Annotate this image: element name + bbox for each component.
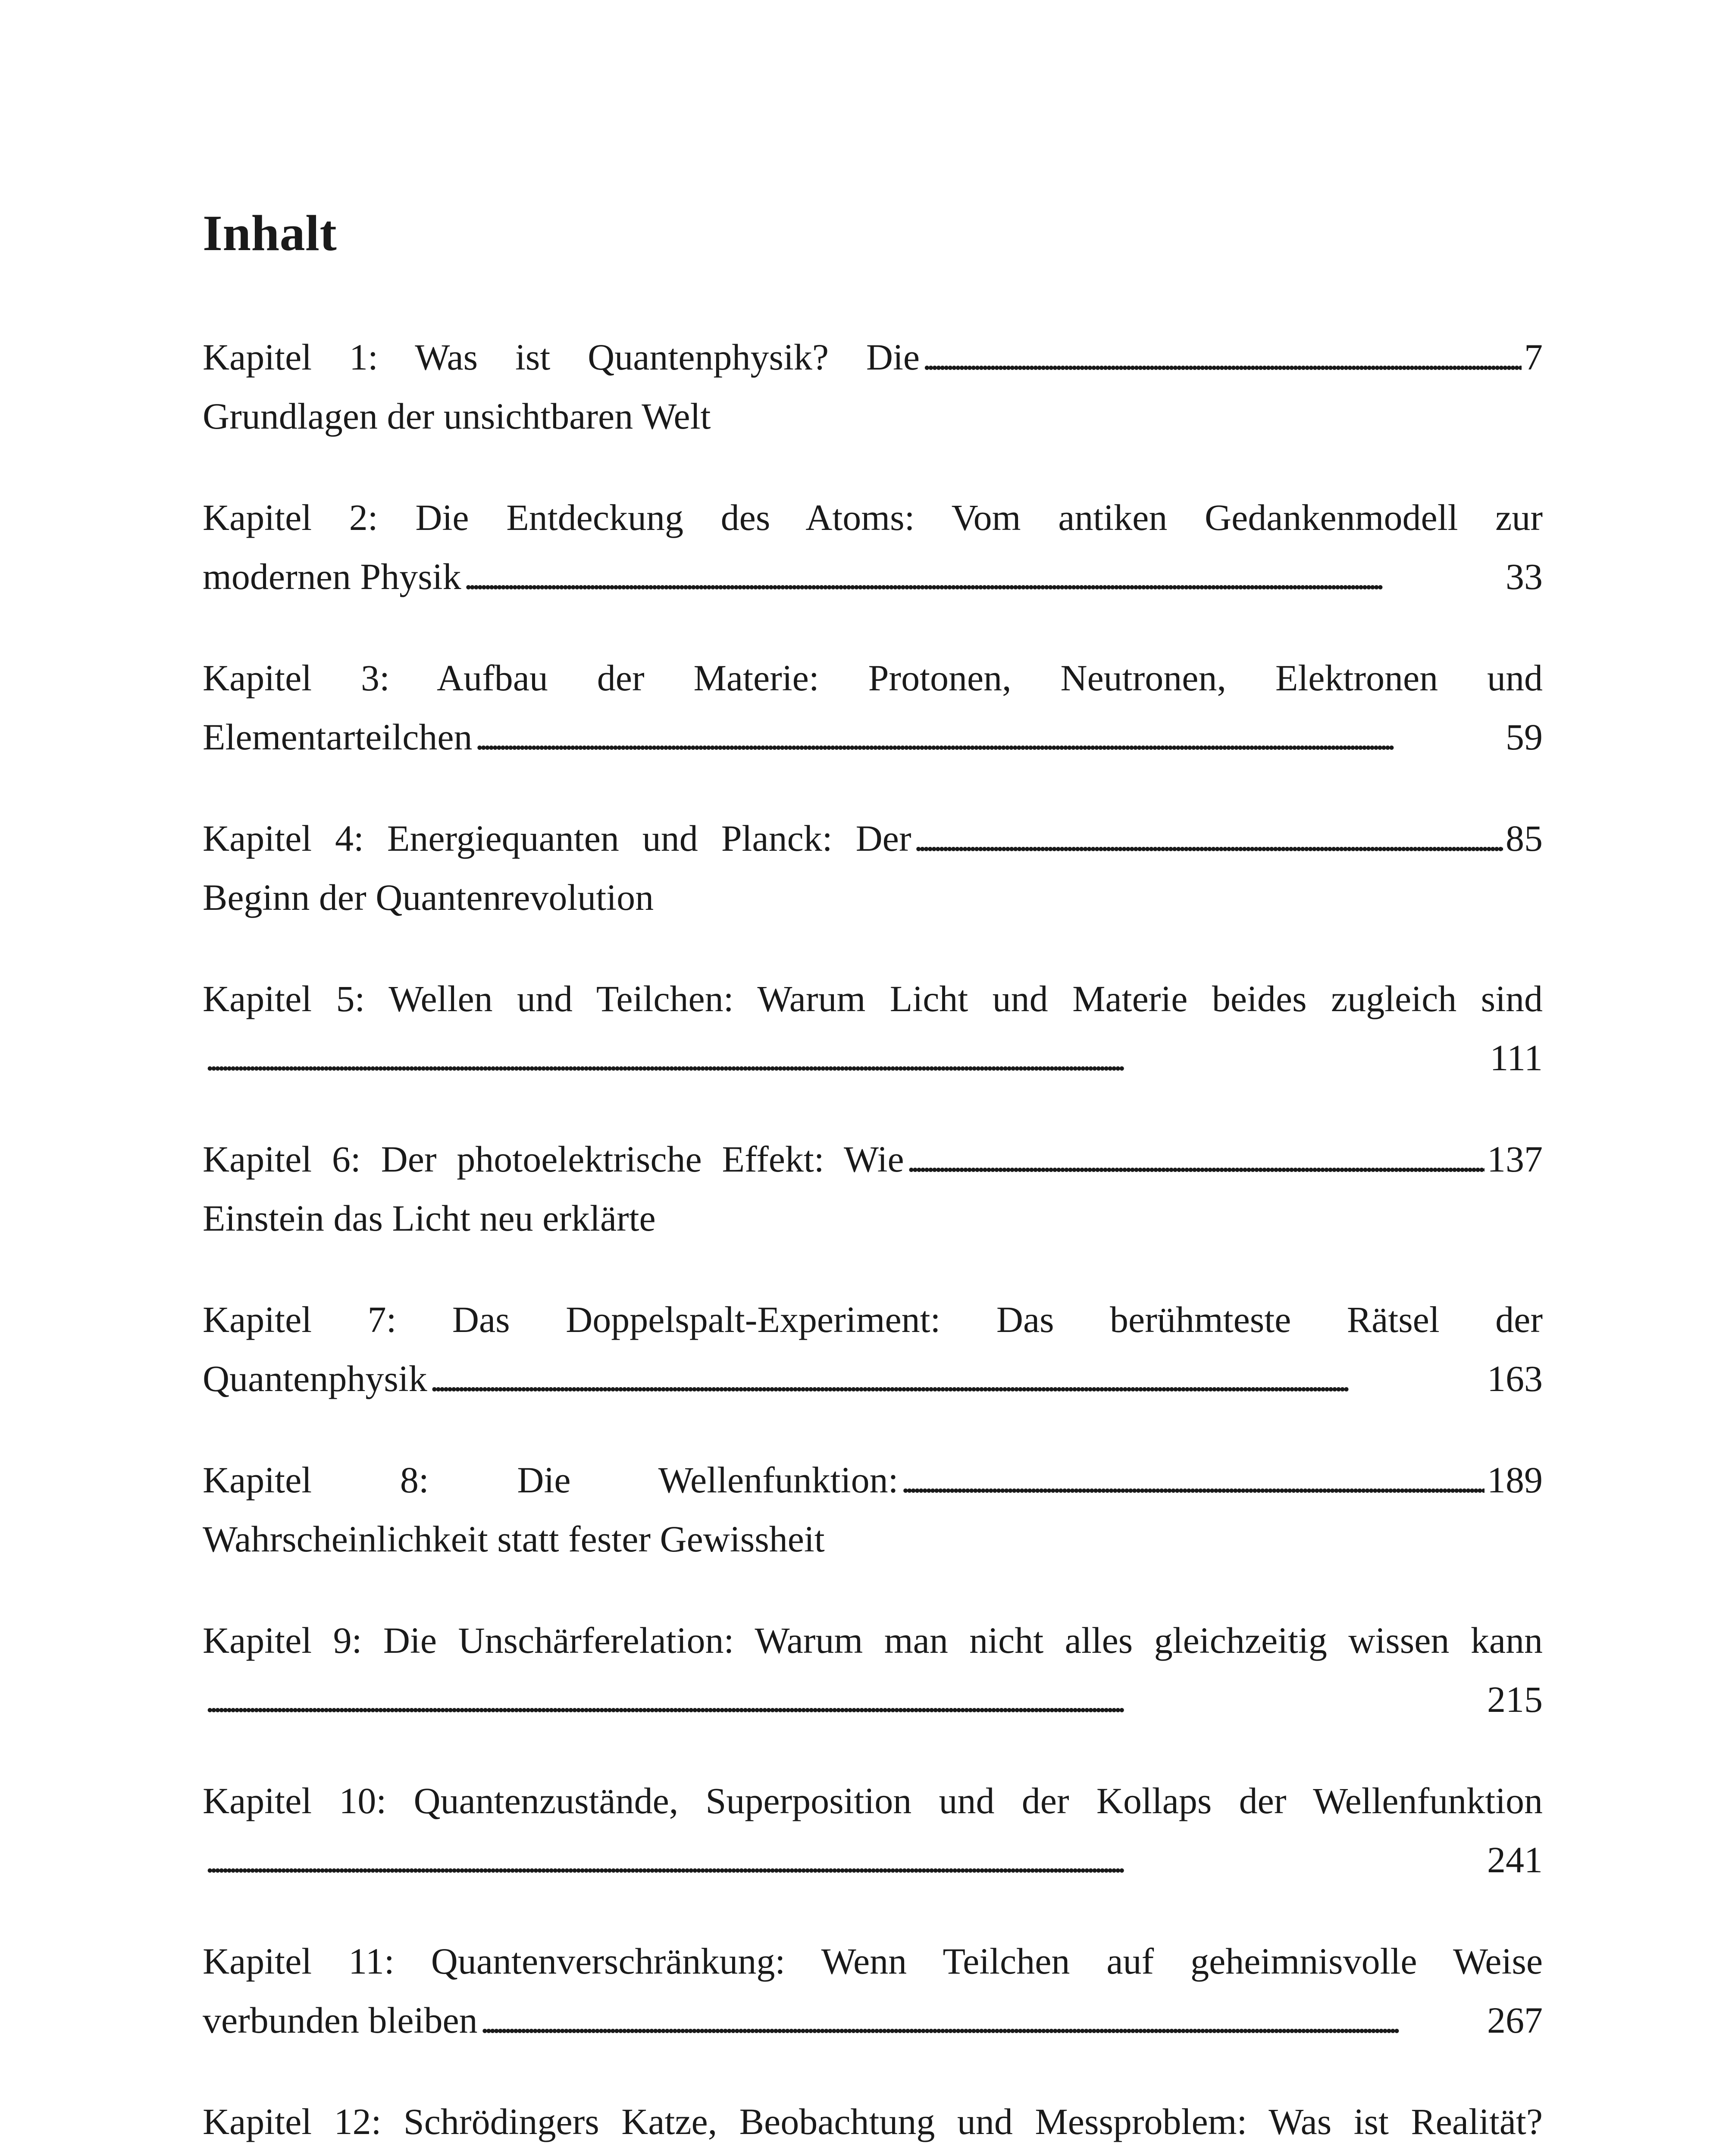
dot-leader [464, 547, 1503, 606]
toc-entry-title: Kapitel 6: Der photoelektrische Effekt: Wie Einstein das Licht neu erklärte [203, 1138, 904, 1239]
toc-entry-title: Kapitel 4: Energiequanten und Planck: Der Beginn der Quantenrevolution [203, 818, 911, 918]
toc-entry-2[interactable] [203, 488, 1543, 606]
dot-leader [205, 1830, 1485, 1890]
toc-entry-4[interactable] [203, 809, 1543, 927]
toc-entry-title-line1: Kapitel 7: Das Doppelspalt-Experiment: Das berühmteste Rätsel der [203, 1299, 1543, 1340]
toc-entry-page: 59 [1506, 716, 1543, 758]
toc-entry-title-line1: Kapitel 11: Quantenverschränkung: Wenn Teilchen auf geheimnisvolle Weise [203, 1940, 1543, 1982]
page-title: Inhalt [203, 205, 337, 261]
dot-leader [205, 1028, 1487, 1087]
toc-entry-11[interactable] [203, 1932, 1543, 2050]
toc-entry-page: 33 [1506, 556, 1543, 597]
toc-entry-title-line1: Kapitel 3: Aufbau der Materie: Protonen, Neutronen, Elektronen und [203, 657, 1543, 699]
toc-entry-3[interactable] [203, 649, 1543, 767]
dot-leader [205, 2151, 1485, 2156]
toc-entry-page: 163 [1487, 1358, 1543, 1399]
toc-entry-9[interactable] [203, 1611, 1543, 1729]
dot-leader [922, 328, 1522, 387]
toc-entry-7[interactable] [203, 1290, 1543, 1408]
toc-entry-title-line2: Quantenphysik [203, 1358, 427, 1399]
dot-leader [430, 1349, 1485, 1408]
toc-entry-page: 85 [1506, 818, 1543, 859]
toc-entry-title-line1: Kapitel 5: Wellen und Teilchen: Warum Licht und Materie beides zugleich sind [203, 978, 1543, 1019]
toc-entry-page: 267 [1487, 1999, 1543, 2041]
toc-entry-page: 241 [1487, 1839, 1543, 1880]
toc-entry-8[interactable] [203, 1451, 1543, 1569]
toc-entry-title: Kapitel 8: Die Wellenfunktion: Wahrscheinlichkeit statt fester Gewissheit [203, 1459, 899, 1560]
dot-leader [205, 1670, 1485, 1729]
toc-entry-title-line1: Kapitel 9: Die Unschärferelation: Warum man nicht alles gleichzeitig wissen kann [203, 1620, 1543, 1661]
toc-entry-page [1487, 2151, 1543, 2156]
dot-leader [480, 1991, 1485, 2050]
toc-entry-10[interactable] [203, 1771, 1543, 1890]
dot-leader [907, 1130, 1485, 1189]
toc-entry-page: 111 [1490, 1037, 1543, 1078]
toc-entry-page: 215 [1487, 1679, 1543, 1720]
toc-entry-page: 137 [1487, 1138, 1543, 1180]
toc-entry-page: 7 [1524, 336, 1543, 378]
toc-entry-12[interactable] [203, 2092, 1543, 2156]
dot-leader [475, 708, 1503, 767]
toc-entry-title: Kapitel 1: Was ist Quantenphysik? Die Grundlagen der unsichtbaren Welt [203, 336, 920, 437]
toc-entry-page: 189 [1487, 1459, 1543, 1501]
toc-entry-1[interactable] [203, 328, 1543, 446]
toc-entry-title-line2: Elementarteilchen [203, 716, 473, 758]
toc-entry-title-line2: verbunden bleiben [203, 1999, 478, 2041]
toc-entry-6[interactable] [203, 1130, 1543, 1248]
toc-entry-title-line1: Kapitel 2: Die Entdeckung des Atoms: Vom antiken Gedankenmodell zur [203, 497, 1543, 538]
toc-entry-title-line2: modernen Physik [203, 556, 461, 597]
toc-entry-title-line1: Kapitel 12: Schrödingers Katze, Beobachtung und Messproblem: Was ist Realität? [203, 2101, 1543, 2142]
dot-leader [914, 809, 1503, 868]
toc-entry-5[interactable] [203, 969, 1543, 1087]
dot-leader [901, 1451, 1485, 1510]
table-of-contents [203, 328, 1543, 2156]
toc-entry-title-line1: Kapitel 10: Quantenzustände, Superposition und der Kollaps der Wellenfunktion [203, 1780, 1543, 1821]
